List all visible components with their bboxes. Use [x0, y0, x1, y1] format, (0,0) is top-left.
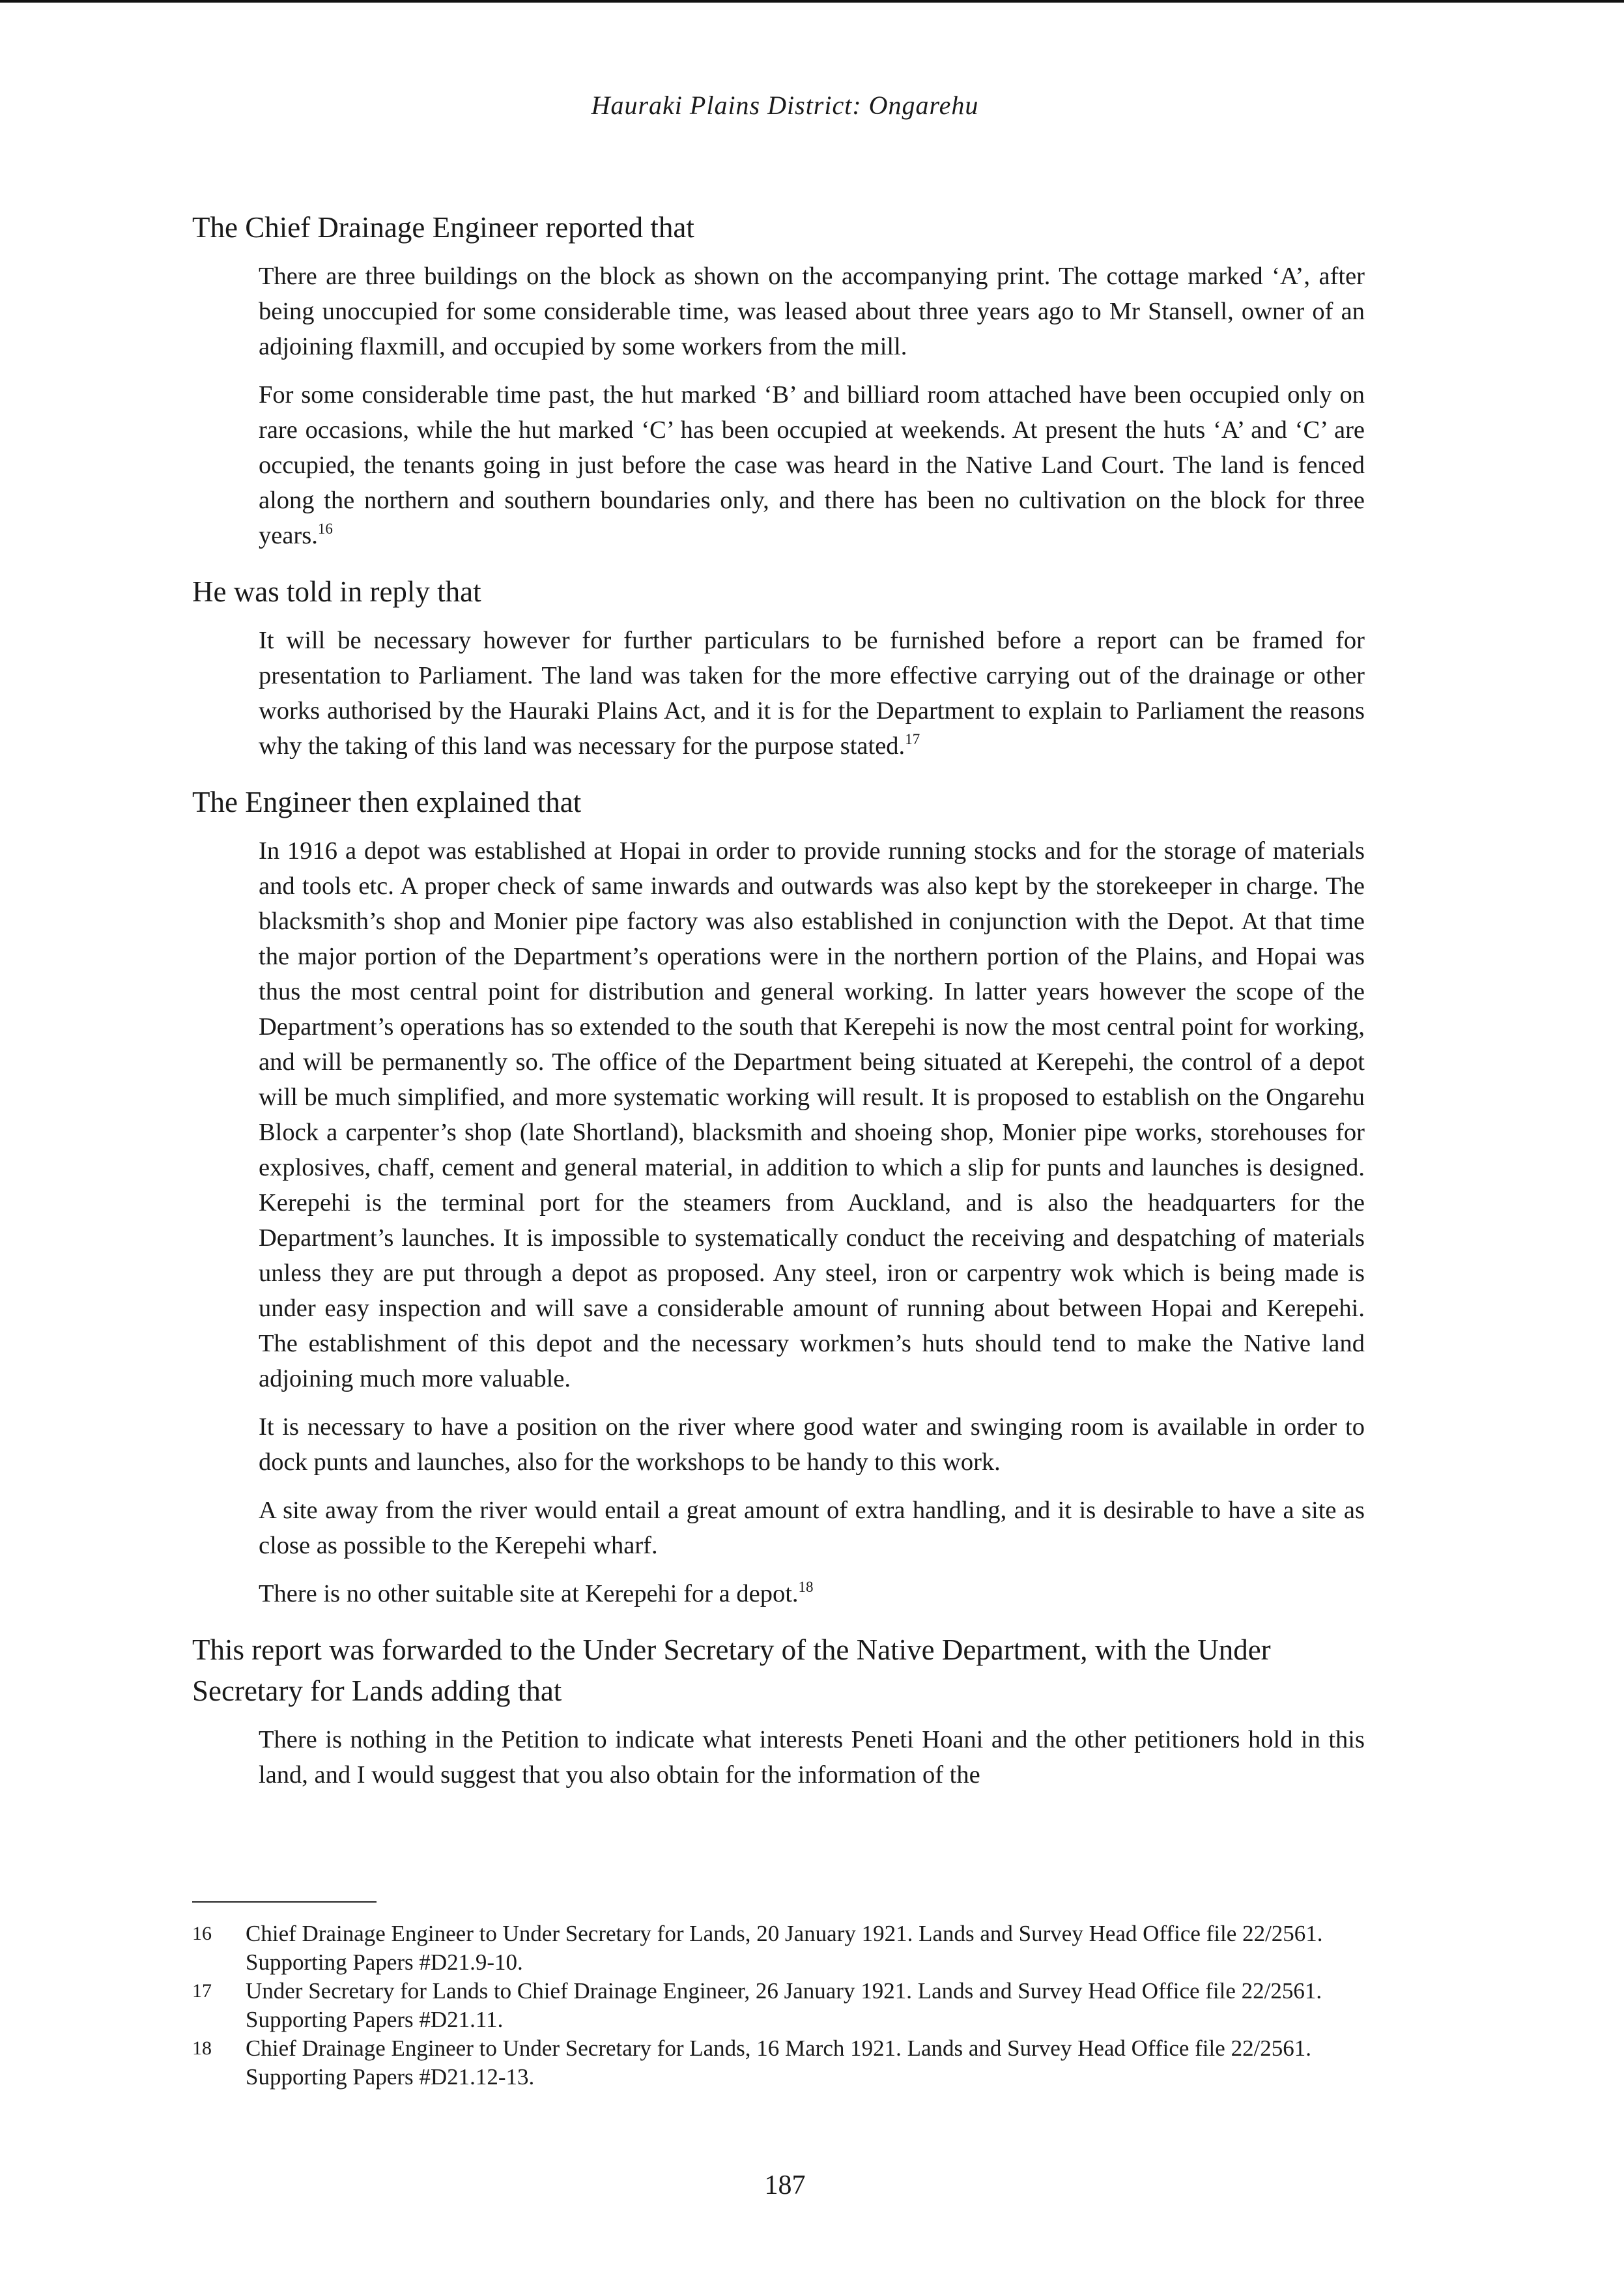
- footnote-text: Chief Drainage Engineer to Under Secretary for Lands, 16 March 1921. Lands and Survey Head Office file 22/2561. Supporting Papers #D21.12-13.: [246, 2035, 1312, 2090]
- quote-paragraph: It will be necessary however for further particulars to be furnished before a report can be framed for presentation to Parliament. The land was taken for the more effective carrying out of the drainage or other works authorised by the Hauraki Plains Act, and it is for the Department to explain to Parliament the reasons why the taking of this land was necessary for the purpose stated.$^{17}$: [259, 627, 1365, 760]
- footnote-number: 18: [192, 2037, 212, 2059]
- footnote-text: Under Secretary for Lands to Chief Drainage Engineer, 26 January 1921. Lands and Survey Head Office file 22/2561. Supporting Papers #D21.11.: [246, 1978, 1322, 2032]
- top-border-rule: [0, 0, 1624, 3]
- quote-paragraph: In 1916 a depot was established at Hopai in order to provide running stocks and for the storage of materials and tools etc. A proper check of same inwards and outwards was also kept by the storekeeper in charge. The blacksmith’s shop and Monier pipe factory was also established in conjunction with the Depot. At that time the major portion of the Department’s operations were in the northern portion of the Plains, and Hopai was thus the most central point for distribution and general working. In latter years however the scope of the Department’s operations has so extended to the south that Kerepehi is now the most central point for working, and will be permanently so. The office of the Department being situated at Kerepehi, the control of a depot will be much simplified, and more systematic working will result. It is proposed to establish on the Ongarehu Block a carpenter’s shop (late Shortland), blacksmith and shoeing shop, Monier pipe works, storehouses for explosives, chaff, cement and general material, in addition to which a slip for punts and launches is designed. Kerepehi is the terminal port for the steamers from Auckland, and is also the headquarters for the Department’s launches. It is impossible to systematically conduct the receiving and despatching of materials unless they are put through a depot as proposed. Any steel, iron or carpentry wok which is being made is under easy inspection and will save a considerable amount of running about between Hopai and Kerepehi. The establishment of this depot and the necessary workmen’s huts should tend to make the Native land adjoining much more valuable.: [259, 837, 1365, 1392]
- footnote-ref: 18: [798, 1579, 814, 1595]
- footnote: [192, 2034, 1365, 2092]
- section-lead: This report was forwarded to the Under Secretary of the Native Department, with the Under Secretary for Lands adding that: [192, 1633, 1271, 1707]
- section-lead: The Engineer then explained that: [192, 786, 582, 818]
- footnote-number: 17: [192, 1980, 212, 2002]
- footnotes: [192, 1901, 1365, 2092]
- quote-paragraph: There are three buildings on the block as shown on the accompanying print. The cottage marked ‘A’, after being unoccupied for some considerable time, was leased about three years ago to Mr Stansell, owner of an adjoining flaxmill, and occupied by some workers from the mill.: [259, 263, 1365, 360]
- section-forwarded-report: [192, 1630, 1365, 1792]
- footnote: [192, 1920, 1365, 1977]
- block-quote: [259, 259, 1365, 553]
- footnote-separator: [192, 1901, 377, 1903]
- section-lead: He was told in reply that: [192, 575, 481, 608]
- section-lead: The Chief Drainage Engineer reported that: [192, 211, 694, 244]
- block-quote: [259, 1722, 1365, 1792]
- footnote: [192, 1977, 1365, 2034]
- quote-paragraph: There is nothing in the Petition to indicate what interests Peneti Hoani and the other petitioners hold in this land, and I would suggest that you also obtain for the information of the: [259, 1726, 1365, 1789]
- main-text: [192, 207, 1365, 1811]
- block-quote: [259, 833, 1365, 1611]
- block-quote: [259, 623, 1365, 764]
- section-reply: [192, 571, 1365, 764]
- running-head: Hauraki Plains District: Ongarehu: [591, 91, 979, 120]
- section-engineer-explanation: [192, 782, 1365, 1611]
- section-drainage-report: [192, 207, 1365, 553]
- footnote-ref: 17: [905, 731, 920, 747]
- quote-paragraph: A site away from the river would entail a great amount of extra handling, and it is desirable to have a site as close as possible to the Kerepehi wharf.: [259, 1497, 1365, 1559]
- quote-paragraph: It is necessary to have a position on the river where good water and swinging room is available in order to dock punts and launches, also for the workshops to be handy to this work.: [259, 1413, 1365, 1476]
- quote-paragraph: There is no other suitable site at Kerepehi for a depot.$^{18}$: [259, 1579, 814, 1607]
- quote-paragraph: For some considerable time past, the hut marked ‘B’ and billiard room attached have been occupied only on rare occasions, while the hut marked ‘C’ has been occupied at weekends. At present the huts ‘A’ and ‘C’ are occupied, the tenants going in just before the case was heard in the Native Land Court. The land is fenced along the northern and southern boundaries only, and there has been no cultivation on the block for three years.$^{16}$: [259, 381, 1365, 549]
- footnote-number: 16: [192, 1923, 212, 1944]
- footnote-ref: 16: [317, 521, 333, 537]
- footnote-text: Chief Drainage Engineer to Under Secretary for Lands, 20 January 1921. Lands and Survey Head Office file 22/2561. Supporting Papers #D21.9-10.: [246, 1921, 1323, 1975]
- page-number: 187: [764, 2170, 806, 2200]
